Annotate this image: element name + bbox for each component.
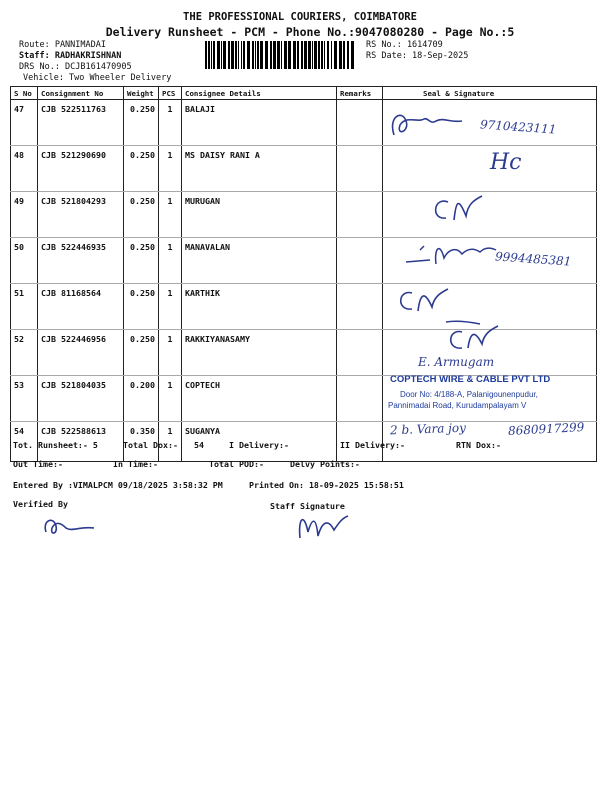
cell-weight: 0.250 [124, 100, 159, 146]
handwritten-phone-50: 9994485381 [494, 249, 572, 269]
barcode-bar [255, 41, 256, 69]
signature-51 [394, 285, 454, 315]
barcode-bar [288, 41, 291, 69]
handwritten-mark-53: E. Armugam [418, 355, 495, 369]
cell-sno: 50 [11, 238, 38, 284]
barcode-bar [257, 41, 259, 69]
cell-consignee: BALAJI [182, 100, 337, 146]
rs-number: RS No.: 1614709 [366, 40, 443, 50]
barcode-bar [211, 41, 212, 69]
signature-50 [400, 236, 500, 272]
i-delivery: I Delivery:- [229, 440, 289, 450]
cell-remarks [337, 100, 383, 146]
cell-sno: 52 [11, 330, 38, 376]
cell-consignee: MANAVALAN [182, 238, 337, 284]
route-label: Route: PANNIMADAI [19, 40, 106, 50]
signature-52 [440, 318, 500, 352]
barcode-bar [221, 41, 222, 69]
total-runsheet: Tot. Runsheet:- 5 [13, 440, 98, 450]
cell-sno: 53 [11, 376, 38, 422]
col-consignee: Consignee Details [182, 87, 337, 100]
barcode-bar [327, 41, 329, 69]
cell-consignee: MS DAISY RANI A [182, 146, 337, 192]
cell-remarks [337, 330, 383, 376]
barcode-bar [223, 41, 226, 69]
barcode-bar [318, 41, 320, 69]
barcode-bar [301, 41, 303, 69]
cell-cno: CJB 522446935 [38, 238, 124, 284]
cell-sno: 51 [11, 284, 38, 330]
cell-pcs: 1 [159, 238, 182, 284]
cell-pcs: 1 [159, 422, 182, 462]
entered-by: Entered By :VIMALPCM 09/18/2025 3:58:32 PM [13, 480, 223, 490]
barcode-bar [312, 41, 313, 69]
cell-cno: CJB 521804035 [38, 376, 124, 422]
barcode-bar [308, 41, 311, 69]
runsheet-subtitle: Delivery Runsheet - PCM - Phone No.:9047080280 - Page No.:5 [105, 25, 515, 39]
table-row [11, 330, 597, 376]
vehicle-label: Vehicle: Two Wheeler Delivery [23, 73, 172, 83]
cell-sno: 54 [11, 422, 38, 462]
cell-weight: 0.250 [124, 146, 159, 192]
verified-by-label: Verified By [13, 499, 68, 509]
drs-label: DRS No.: DCJB161470905 [19, 62, 132, 72]
cell-pcs: 1 [159, 284, 182, 330]
cell-remarks [337, 238, 383, 284]
cell-pcs: 1 [159, 330, 182, 376]
barcode-bar [324, 41, 325, 69]
barcode-bar [347, 41, 349, 69]
barcode-bar [247, 41, 250, 69]
cell-weight: 0.200 [124, 376, 159, 422]
printed-on: Printed On: 18-09-2025 15:58:51 [249, 480, 404, 490]
barcode-bar [265, 41, 268, 69]
barcode-bar [235, 41, 237, 69]
barcode-bar [260, 41, 263, 69]
staff-signature-label: Staff Signature [270, 501, 345, 511]
barcode-bar [228, 41, 230, 69]
signature-47 [384, 107, 464, 143]
cell-pcs: 1 [159, 100, 182, 146]
barcode-bar [281, 41, 282, 69]
total-dox-value: 54 [194, 440, 204, 450]
handwritten-mark-48: Hc [490, 150, 522, 175]
barcode-bar [297, 41, 299, 69]
barcode-bar [241, 41, 242, 69]
cell-consignee: MURUGAN [182, 192, 337, 238]
table-row [11, 192, 597, 238]
total-dox-label: Total Dox:- [123, 440, 178, 450]
barcode-bar [208, 41, 210, 69]
staff-signature [292, 508, 352, 544]
barcode-bar [217, 41, 220, 69]
col-remarks: Remarks [337, 87, 383, 100]
cell-cno: CJB 81168564 [38, 284, 124, 330]
col-consignment: Consignment No [38, 87, 124, 100]
rs-date: RS Date: 18-Sep-2025 [366, 51, 469, 61]
ii-delivery: II Delivery:- [340, 440, 405, 450]
stamp-address-2: Pannimadai Road, Kurudampalayam V [388, 401, 527, 410]
handwritten-phone-47: 9710423111 [479, 117, 557, 137]
delvy-points: Delvy Points:- [290, 459, 360, 469]
cell-weight: 0.250 [124, 192, 159, 238]
stamp-address-1: Door No: 4/188-A, Palanigounenpudur, [400, 390, 538, 399]
barcode-bar [314, 41, 317, 69]
col-sno: S No [11, 87, 38, 100]
barcode-bar [213, 41, 215, 69]
barcode-bar [293, 41, 296, 69]
cell-remarks [337, 146, 383, 192]
barcode-bar [284, 41, 287, 69]
barcode [205, 41, 360, 69]
barcode-bar [351, 41, 354, 69]
cell-remarks [337, 376, 383, 422]
table-header-row [11, 87, 597, 100]
cell-weight: 0.250 [124, 284, 159, 330]
cell-pcs: 1 [159, 146, 182, 192]
company-title: THE PROFESSIONAL COURIERS, COIMBATORE [183, 11, 417, 23]
col-pcs: PCS [159, 87, 182, 100]
cell-pcs: 1 [159, 376, 182, 422]
in-time: In Time:- [113, 459, 158, 469]
verified-by-signature [40, 510, 100, 540]
barcode-bar [277, 41, 280, 69]
col-seal-signature: Seal & Signature [383, 87, 597, 100]
out-time: Out Time:- [13, 459, 63, 469]
barcode-bar [243, 41, 245, 69]
cell-consignee: SUGANYA [182, 422, 337, 462]
handwritten-phone-54: 8680917299 [507, 420, 585, 438]
cell-consignee: COPTECH [182, 376, 337, 422]
total-pod: Total POD:- [209, 459, 264, 469]
cell-sno: 49 [11, 192, 38, 238]
barcode-bar [270, 41, 272, 69]
barcode-bar [343, 41, 345, 69]
rtn-dox: RTN Dox:- [456, 440, 501, 450]
cell-consignee: RAKKIYANASAMY [182, 330, 337, 376]
handwritten-name-54: 2 b. Vara joy [389, 420, 467, 438]
barcode-bar [334, 41, 337, 69]
cell-cno: CJB 521290690 [38, 146, 124, 192]
cell-cno: CJB 521804293 [38, 192, 124, 238]
barcode-bar [231, 41, 234, 69]
cell-pcs: 1 [159, 192, 182, 238]
cell-seal [383, 192, 597, 238]
barcode-bar [304, 41, 307, 69]
staff-label: Staff: RADHAKRISHNAN [19, 51, 122, 61]
cell-weight: 0.350 [124, 422, 159, 462]
company-stamp: COPTECH WIRE & CABLE PVT LTD [390, 374, 551, 385]
cell-remarks [337, 284, 383, 330]
cell-remarks [337, 192, 383, 238]
barcode-bar [238, 41, 239, 69]
cell-consignee: KARTHIK [182, 284, 337, 330]
barcode-bar [321, 41, 323, 69]
cell-weight: 0.250 [124, 238, 159, 284]
barcode-bar [331, 41, 332, 69]
cell-cno: CJB 522588613 [38, 422, 124, 462]
cell-cno: CJB 522446956 [38, 330, 124, 376]
cell-weight: 0.250 [124, 330, 159, 376]
cell-sno: 48 [11, 146, 38, 192]
barcode-bar [273, 41, 276, 69]
barcode-bar [252, 41, 254, 69]
col-weight: Weight [124, 87, 159, 100]
table-row [11, 284, 597, 330]
cell-sno: 47 [11, 100, 38, 146]
signature-49 [426, 190, 486, 226]
cell-cno: CJB 522511763 [38, 100, 124, 146]
barcode-bar [339, 41, 342, 69]
barcode-bar [205, 41, 207, 69]
